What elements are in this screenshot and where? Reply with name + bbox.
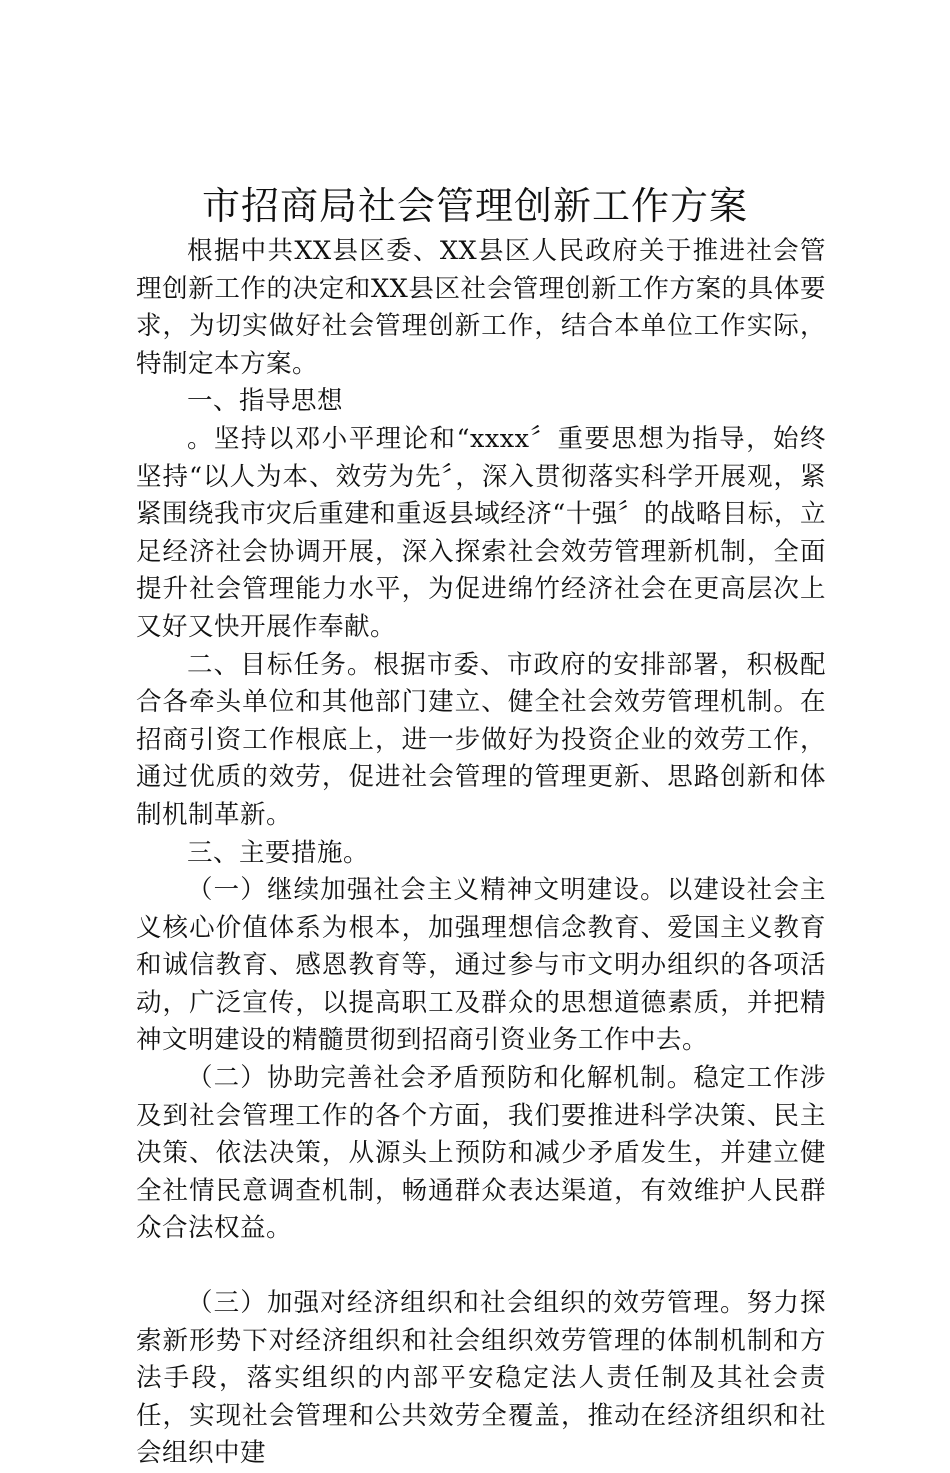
document-title: 市招商局社会管理创新工作方案	[201, 184, 748, 228]
paragraph-guiding-ideology: 。坚持以邓小平理论和“xxxx〞重要思想为指导，始终坚持“以人为本、效劳为先〞，深入贯彻落实科学开展观，紧紧围绕我市灾后重建和重返县域经济“十强〞的战略目标，立足经济社会协调开展，深入探索社会效劳管理新机制，全面提升社会管理能力水平，为促进绵竹经济社会在更高层次上又好又快开展作奉献。	[136, 423, 826, 642]
heading-main-measures: 三、主要措施。	[187, 837, 370, 868]
paragraph-measure-1: （一）继续加强社会主义精神文明建设。以建设社会主义核心价值体系为根本，加强理想信念教育、爱国主义教育和诚信教育、感恩教育等，通过参与市文明办组织的各项活动，广泛宣传，以提高职工及群众的思想道德素质，并把精神文明建设的精髓贯彻到招商引资业务工作中去。	[136, 875, 826, 1056]
heading-guiding-ideology: 一、指导思想	[187, 386, 344, 417]
document-body	[136, 233, 826, 1473]
paragraph-measure-3: （三）加强对经济组织和社会组织的效劳管理。努力探索新形势下对经济组织和社会组织效劳管理的体制机制和方法手段，落实组织的内部平安稳定法人责任制及其社会责任，实现社会管理和公共效劳全覆盖，推动在经济组织和社会组织中建	[136, 1288, 826, 1469]
paragraph-goals-tasks: 二、目标任务。根据市委、市政府的安排部署，积极配合各牵头单位和其他部门建立、健全社会效劳管理机制。在招商引资工作根底上，进一步做好为投资企业的效劳工作，通过优质的效劳，促进社会管理的管理更新、思路创新和体制机制革新。	[136, 649, 826, 830]
paragraph-intro: 根据中共XX县区委、XX县区人民政府关于推进社会管理创新工作的决定和XX县区社会管理创新工作方案的具体要求，为切实做好社会管理创新工作，结合本单位工作实际，特制定本方案。	[136, 236, 826, 379]
paragraph-measure-2: （二）协助完善社会矛盾预防和化解机制。稳定工作涉及到社会管理工作的各个方面，我们要推进科学决策、民主决策、依法决策，从源头上预防和减少矛盾发生，并建立健全社情民意调查机制，畅通群众表达渠道，有效维护人民群众合法权益。	[136, 1063, 826, 1244]
